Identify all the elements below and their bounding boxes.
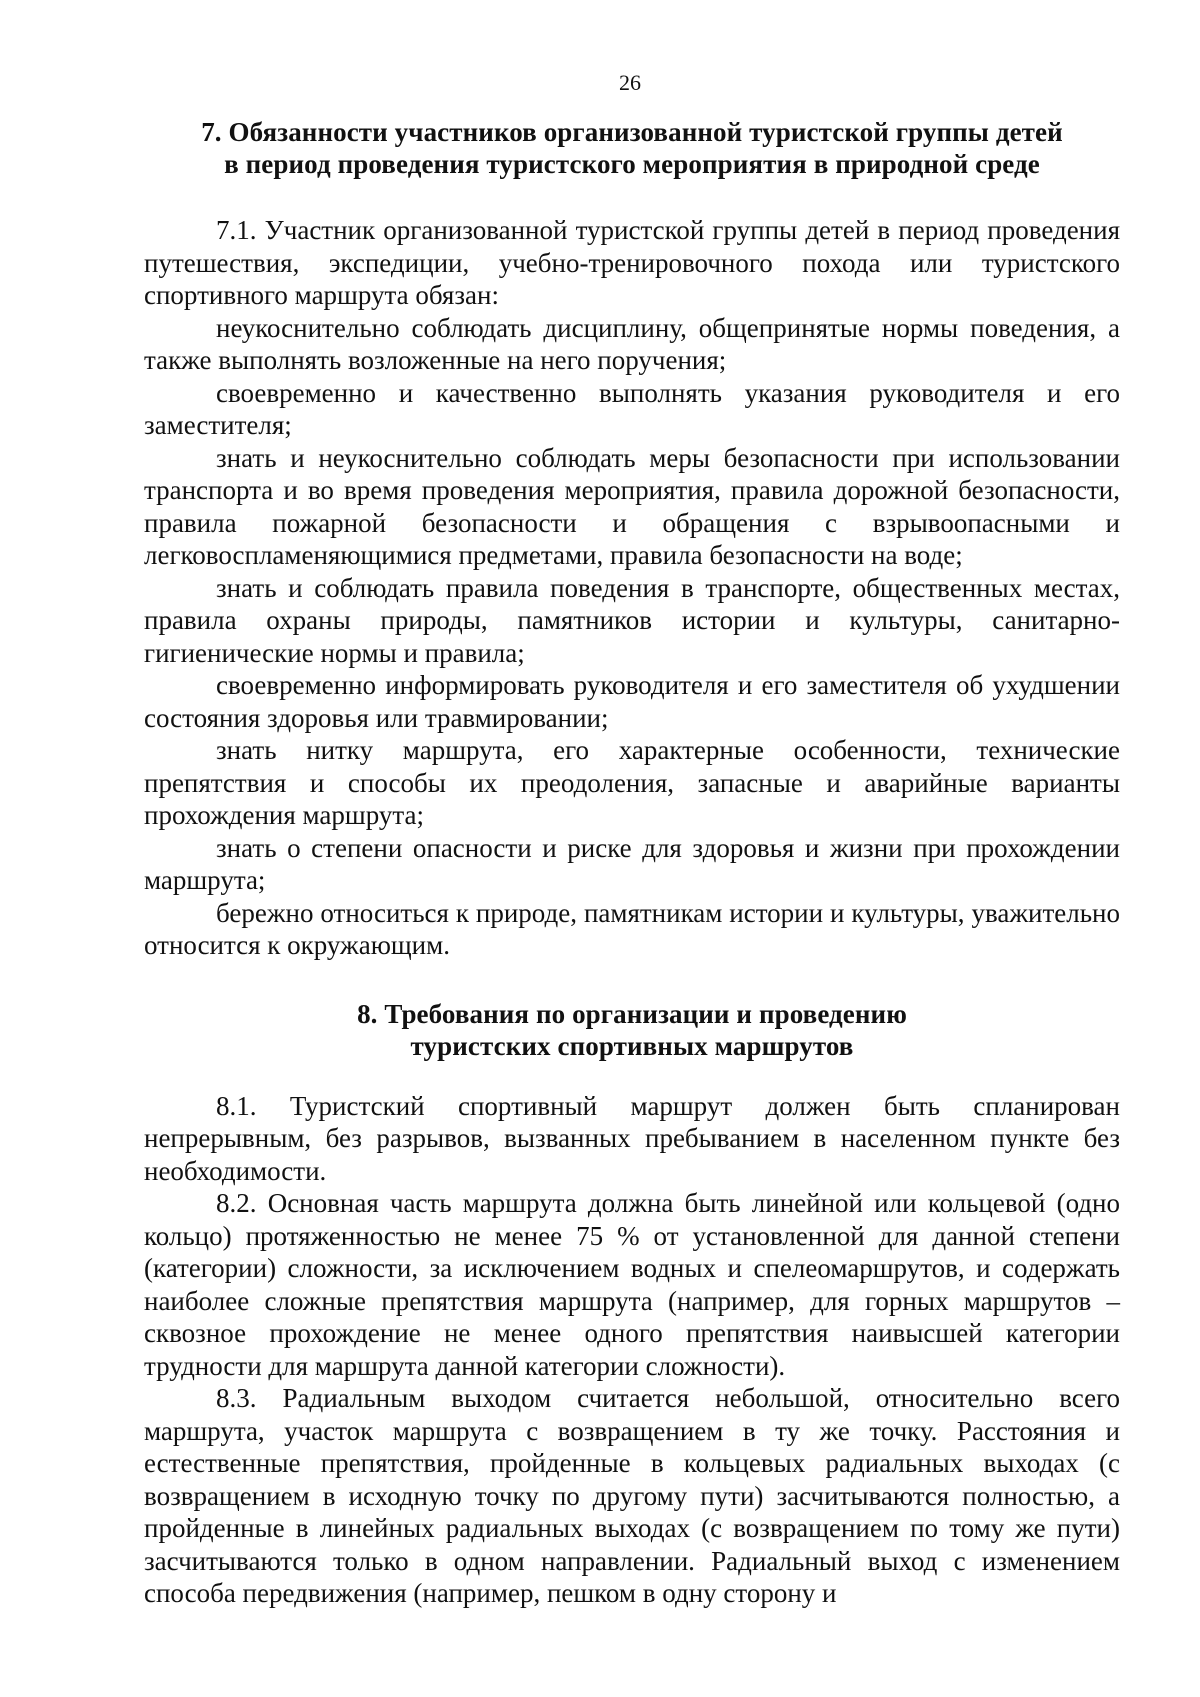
paragraph-7-1: 7.1. Участник организованной туристской группы детей в период проведения путешествия, экспедиции, учебно-тренировочного похода или туристского спортивного маршрута обязан: xyxy=(144,215,1120,310)
duty-item: знать и соблюдать правила поведения в транспорте, общественных местах, правила охраны природы, памятников истории и культуры, санитарно-гигиенические нормы и правила; xyxy=(144,572,1120,668)
section-8-heading-line-2: туристских спортивных маршрутов xyxy=(410,1030,854,1061)
duty-item: бережно относиться к природе, памятникам истории и культуры, уважительно относится к окружающим. xyxy=(144,897,1120,960)
spacer xyxy=(144,1062,1120,1090)
duty-item: неукоснительно соблюдать дисциплину, общепринятые нормы поведения, а также выполнять возложенные на него поручения; xyxy=(144,312,1120,375)
section-8-body xyxy=(144,1090,1120,1610)
paragraph-8-2: 8.2. Основная часть маршрута должна быть линейной или кольцевой (одно кольцо) протяженностью не менее 75 % от установленной для данной степени (категории) сложности, за исключением водных и спелеомаршрутов, и содержать наиболее сложные препятствия маршрута (например, для горных маршрутов – сквозное прохождение не менее одного препятствия наивысшей категории трудности для маршрута данной категории сложности). xyxy=(144,1188,1120,1381)
duty-item: знать и неукоснительно соблюдать меры безопасности при использовании транспорта и во время проведения мероприятия, правила дорожной безопасности, правила пожарной безопасности и обращения с взрывоопасными и легковоспламеняющимися предметами, правила безопасности на воде; xyxy=(144,442,1120,570)
section-7-heading-line-1: 7. Обязанности участников организованной туристской группы детей xyxy=(201,117,1063,147)
duty-item: знать нитку маршрута, его характерные особенности, технические препятствия и способы их преодоления, запасные и аварийные варианты прохождения маршрута; xyxy=(144,735,1120,830)
duty-item: своевременно и качественно выполнять указания руководителя и его заместителя; xyxy=(144,377,1120,440)
paragraph-8-1: 8.1. Туристский спортивный маршрут должен быть спланирован непрерывным, без разрывов, вызванных пребыванием в населенном пункте без необходимости. xyxy=(144,1090,1120,1186)
spacer xyxy=(144,180,1120,214)
section-7-heading-line-2: в период проведения туристского мероприятия в природной среде xyxy=(224,149,1040,179)
section-8-heading xyxy=(144,998,1120,1062)
section-8-heading-line-1: 8. Требования по организации и проведению xyxy=(357,998,907,1029)
page-content xyxy=(144,116,1120,1610)
paragraph-8-3: 8.3. Радиальным выходом считается небольшой, относительно всего маршрута, участок маршрута с возвращением в ту же точку. Расстояния и естественные препятствия, пройденные в кольцевых радиальных выходах (с возвращением в исходную точку по другому пути) засчитываются полностью, а пройденные в линейных радиальных выходах (с возвращением по тому же пути) засчитываются только в одном направлении. Радиальный выход с изменением способа передвижения (например, пешком в одну сторону и xyxy=(144,1383,1120,1608)
duty-item: своевременно информировать руководителя и его заместителя об ухудшении состояния здоровья или травмировании; xyxy=(144,670,1120,733)
section-7-heading xyxy=(144,116,1120,180)
page-number: 26 xyxy=(619,70,641,95)
duty-item: знать о степени опасности и риске для здоровья и жизни при прохождении маршрута; xyxy=(144,832,1120,895)
section-7-body xyxy=(144,214,1120,962)
